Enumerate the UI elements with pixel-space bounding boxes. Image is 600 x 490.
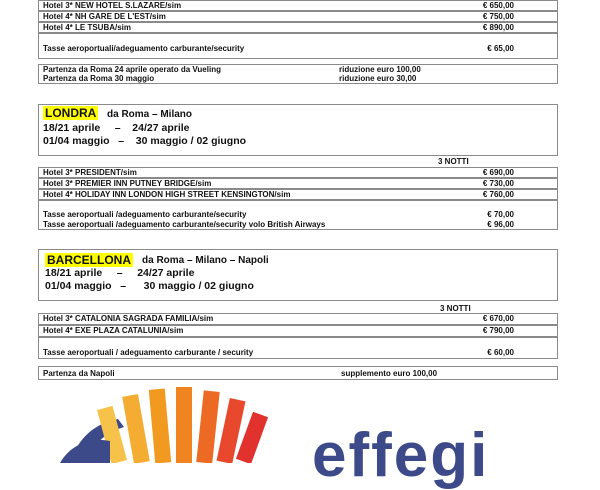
hotel-name: Hotel 3* PREMIER INN PUTNEY BRIDGE/sim: [43, 179, 212, 188]
londra-hotel-row: [38, 189, 558, 200]
hotel-price: € 650,00: [482, 1, 514, 10]
paris-hotel-row: [38, 11, 558, 22]
tax-price: € 60,00: [487, 348, 514, 357]
hotel-price: € 730,00: [482, 179, 514, 188]
hotel-price: € 750,00: [482, 12, 514, 21]
tax-label: Tasse aeroportuali /adeguamento carburante/security: [43, 210, 247, 219]
logo-text: effegi: [312, 421, 490, 490]
route: da Roma – Milano – Napoli: [142, 255, 269, 266]
hotel-price: € 760,00: [482, 190, 514, 199]
tax-price: € 96,00: [487, 220, 514, 229]
paris-departure-row: [38, 64, 558, 84]
hotel-name: Hotel 4* EXE PLAZA CATALUNIA/sim: [43, 326, 184, 335]
hotel-price: € 790,00: [482, 326, 514, 335]
city-name-barcellona: BARCELLONA: [47, 253, 131, 267]
barcellona-departure-row: [38, 366, 558, 380]
paris-hotel-row: [38, 22, 558, 33]
tax-price: € 65,00: [487, 44, 514, 53]
departure-label: Partenza da Roma 24 aprile operato da Vueling: [43, 65, 221, 74]
paris-tax-row: [38, 33, 558, 59]
paris-hotel-row: [38, 0, 558, 11]
departure-note: riduzione euro 30,00: [339, 74, 417, 83]
hotel-name: Hotel 3* CATALONIA SAGRADA FAMILIA/sim: [43, 314, 214, 323]
hotel-name: Hotel 3* NEW HOTEL S.LAZARE/sim: [43, 1, 182, 10]
hotel-price: € 890,00: [482, 23, 514, 32]
tax-label: Tasse aeroportuali/adeguamento carburante/security: [43, 44, 245, 53]
hotel-name: Hotel 4* LE TSUBA/sim: [43, 23, 132, 32]
route: da Roma – Milano: [107, 109, 193, 120]
hotel-name: Hotel 4* NH GARE DE L'EST/sim: [43, 12, 166, 21]
hotel-price: € 670,00: [482, 314, 514, 323]
hotel-name: Hotel 4* HOLIDAY INN LONDON HIGH STREET KENSINGTON/sim: [43, 190, 291, 199]
departure-note: supplemento euro 100,00: [341, 369, 438, 378]
tax-label: Tasse aeroportuali /adeguamento carburante/security volo British Airways: [43, 220, 326, 229]
barcellona-hotel-row: [38, 325, 558, 337]
tax-label: Tasse aeroportuali / adeguamento carburante / security: [43, 348, 254, 357]
dates-line: 18/21 aprile – 24/27 aprile: [45, 267, 195, 279]
dates-line: 18/21 aprile – 24/27 aprile: [43, 122, 190, 134]
londra-header-box: [38, 104, 558, 156]
departure-note: riduzione euro 100,00: [339, 65, 421, 74]
departure-label: Partenza da Roma 30 maggio: [43, 74, 155, 83]
barcellona-header-box: [38, 249, 558, 301]
barcellona-hotel-row: [38, 313, 558, 325]
effegi-logo: [0, 385, 600, 490]
londra-hotel-row: [38, 167, 558, 178]
londra-tax-row: [38, 200, 558, 230]
londra-hotel-row: [38, 178, 558, 189]
hotel-price: € 690,00: [482, 168, 514, 177]
dates-line: 01/04 maggio – 30 maggio / 02 giugno: [43, 135, 247, 147]
nights-label: 3 NOTTI: [438, 157, 469, 166]
departure-label: Partenza da Napoli: [43, 369, 115, 378]
hotel-name: Hotel 3* PRESIDENT/sim: [43, 168, 137, 177]
tax-price: € 70,00: [487, 210, 514, 219]
nights-label: 3 NOTTI: [440, 304, 471, 313]
barcellona-tax-row: [38, 337, 558, 359]
logo-mark-icon: [0, 385, 600, 463]
dates-line: 01/04 maggio – 30 maggio / 02 giugno: [45, 280, 254, 292]
city-name-londra: LONDRA: [45, 106, 97, 120]
